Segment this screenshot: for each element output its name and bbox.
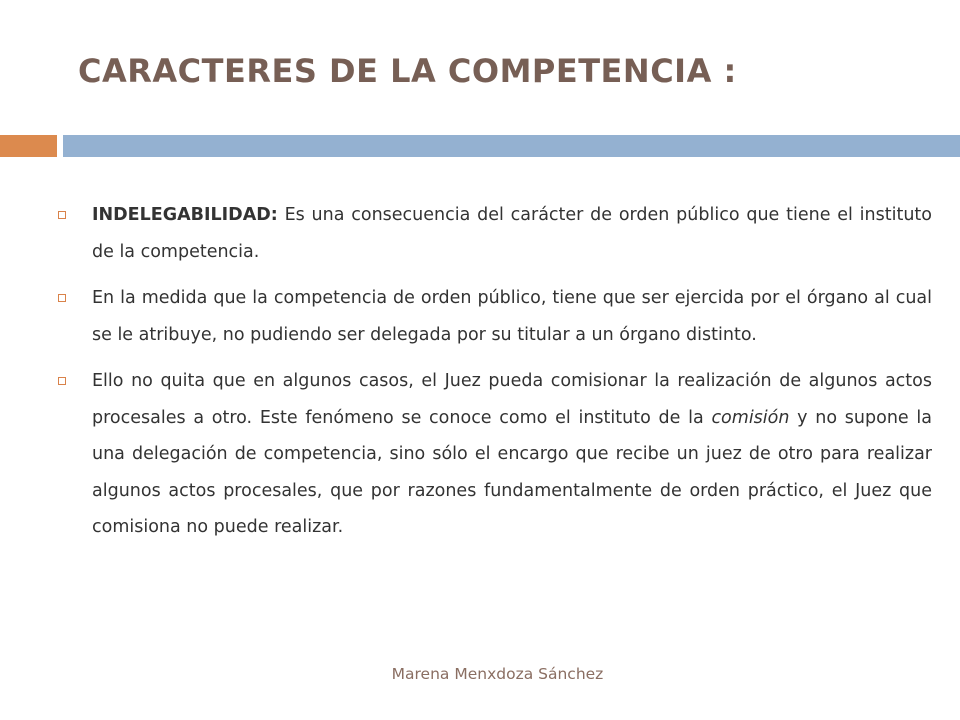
title-underline-bar	[63, 135, 960, 157]
bullet-list	[58, 197, 932, 556]
square-bullet-icon	[58, 211, 66, 219]
item-text: y no supone la una delegación de competencia, sino sólo el encargo que recibe un juez de otro para realizar algunos actos procesales, que por razones fundamentalmente de orden práctico, el Juez que comisiona no puede realizar.	[92, 407, 932, 537]
accent-bar	[0, 135, 57, 157]
item-text: Es una consecuencia del carácter de orden público que tiene el instituto de la competencia.	[92, 205, 932, 262]
item-lead-term: INDELEGABILIDAD:	[92, 205, 278, 225]
slide-title: CARACTERES DE LA COMPETENCIA :	[78, 52, 737, 90]
item-emphasis: comisión	[711, 407, 790, 428]
square-bullet-icon	[58, 377, 66, 385]
list-item	[58, 197, 932, 270]
list-item	[58, 280, 932, 353]
list-item	[58, 363, 932, 546]
square-bullet-icon	[58, 294, 66, 302]
item-text: Ello no quita que en algunos casos, el Juez pueda comisionar la realización de algunos actos procesales a otro. Este fenómeno se conoce como el instituto de la	[92, 371, 932, 428]
item-text: En la medida que la competencia de orden público, tiene que ser ejercida por el órgano al cual se le atribuye, no pudiendo ser delegada por su titular a un órgano distinto.	[92, 288, 932, 345]
slide-footer-author: Marena Menxdoza Sánchez	[391, 665, 604, 683]
